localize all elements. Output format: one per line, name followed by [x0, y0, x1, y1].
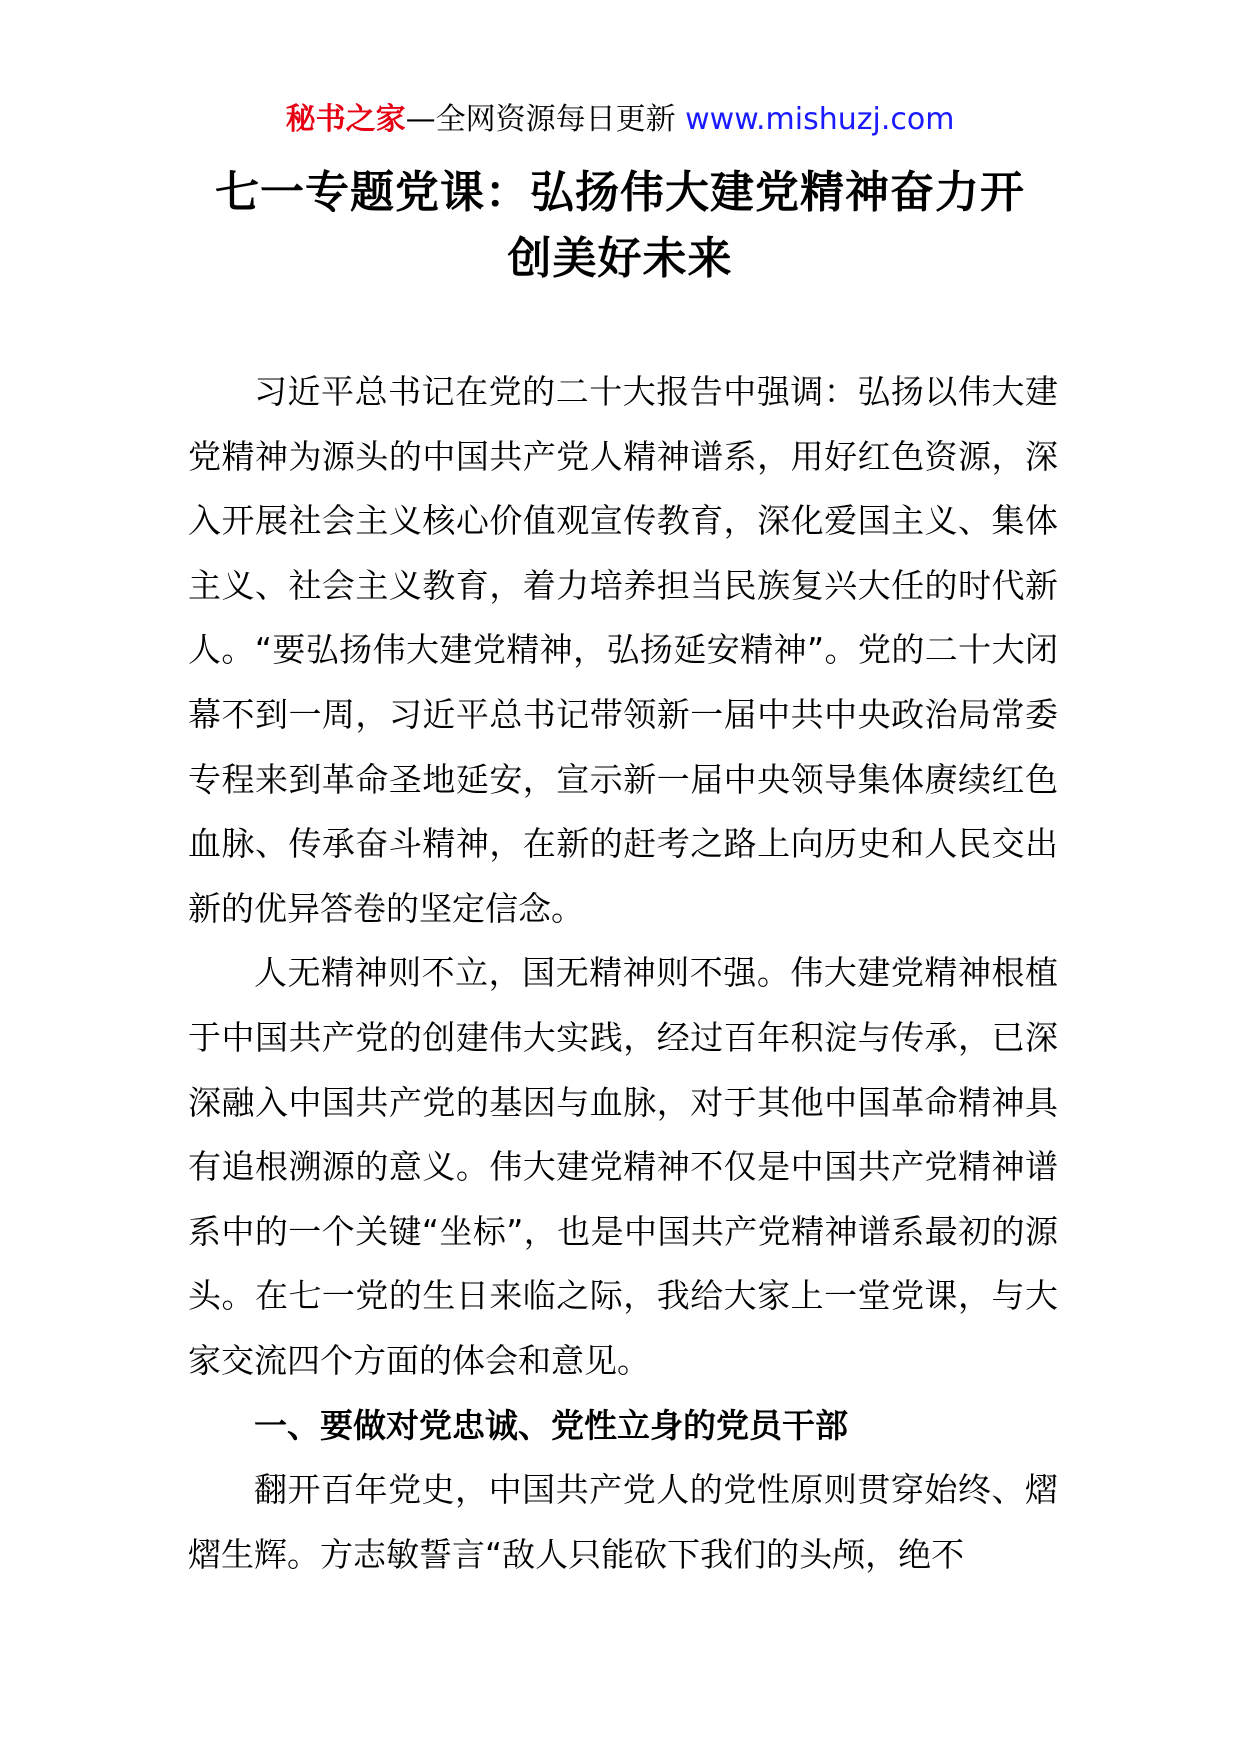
- site-url[interactable]: www.mishuzj.com: [685, 102, 955, 137]
- site-header: [0, 100, 1240, 140]
- brand-name: 秘书之家: [285, 102, 406, 137]
- paragraph-1: 习近平总书记在党的二十大报告中强调：弘扬以伟大建党精神为源头的中国共产党人精神谱系，用好红色资源，深入开展社会主义核心价值观宣传教育，深化爱国主义、集体主义、社会主义教育，着力培养担当民族复兴大任的时代新人。“要弘扬伟大建党精神，弘扬延安精神”。党的二十大闭幕不到一周，习近平总书记带领新一届中共中央政治局常委专程来到革命圣地延安，宣示新一届中央领导集体赓续红色血脉、传承奋斗精神，在新的赶考之路上向历史和人民交出新的优异答卷的坚定信念。: [188, 372, 1058, 928]
- paragraph-3: 翻开百年党史，中国共产党人的党性原则贯穿始终、熠熠生辉。方志敏誓言“敌人只能砍下我们的头颅，绝不: [188, 1470, 1058, 1574]
- document-title: [160, 160, 1080, 292]
- paragraph-2: 人无精神则不立，国无精神则不强。伟大建党精神根植于中国共产党的创建伟大实践，经过百年积淀与传承，已深深融入中国共产党的基因与血脉，对于其他中国革命精神具有追根溯源的意义。伟大建党精神不仅是中国共产党精神谱系中的一个关键“坐标”，也是中国共产党精神谱系最初的源头。在七一党的生日来临之际，我给大家上一堂党课，与大家交流四个方面的体会和意见。: [188, 953, 1058, 1380]
- title-line-1: 七一专题党课：弘扬伟大建党精神奋力开: [215, 167, 1025, 218]
- document-body: [188, 360, 1058, 1587]
- header-tagline: —全网资源每日更新: [405, 102, 676, 137]
- section-heading-1: 一、要做对党忠诚、党性立身的党员干部: [254, 1405, 848, 1445]
- title-line-2: 创美好未来: [507, 233, 733, 284]
